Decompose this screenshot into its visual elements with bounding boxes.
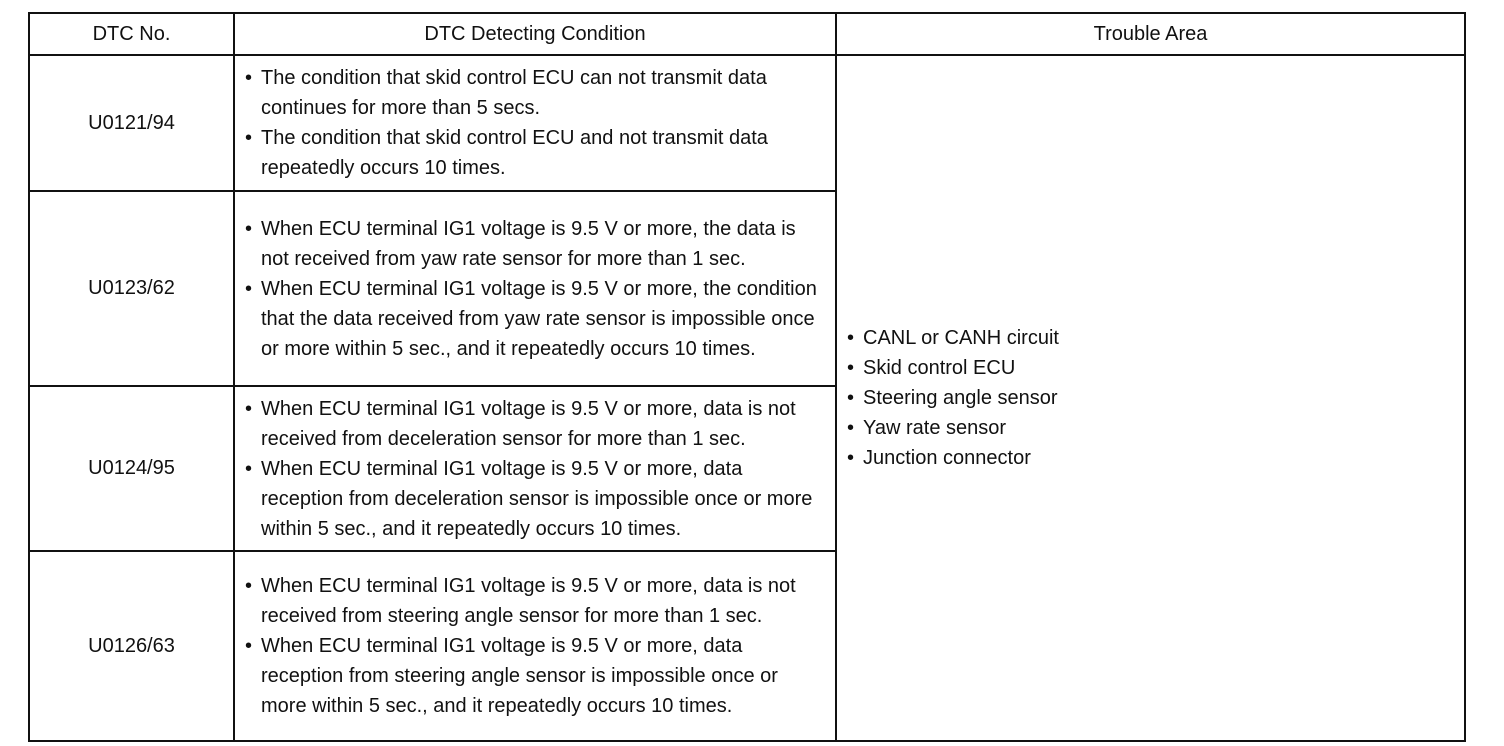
condition-item: • When ECU terminal IG1 voltage is 9.5 V or more, the data is not received from yaw rate sensor for more than 1 sec. (245, 214, 829, 274)
header-detecting-condition: DTC Detecting Condition (234, 13, 836, 55)
condition-item: • When ECU terminal IG1 voltage is 9.5 V or more, data is not received from deceleration sensor for more than 1 sec. (245, 394, 829, 454)
condition-item: • When ECU terminal IG1 voltage is 9.5 V or more, the condition that the data received from yaw rate sensor is impossible once or more within 5 sec., and it repeatedly occurs 10 times. (245, 274, 829, 364)
condition-item: • When ECU terminal IG1 voltage is 9.5 V or more, data is not received from steering angle sensor for more than 1 sec. (245, 571, 829, 631)
detecting-condition (234, 551, 836, 741)
dtc-code: U0121/94 (29, 55, 234, 191)
trouble-area-item: • CANL or CANH circuit (847, 323, 1458, 353)
header-trouble-area: Trouble Area (836, 13, 1465, 55)
dtc-code: U0123/62 (29, 191, 234, 386)
detecting-condition (234, 191, 836, 386)
detecting-condition (234, 55, 836, 191)
dtc-code: U0124/95 (29, 386, 234, 551)
trouble-area-cell (836, 55, 1465, 741)
trouble-area-item: • Steering angle sensor (847, 383, 1458, 413)
table-row (29, 55, 1465, 191)
dtc-table (28, 12, 1466, 742)
condition-item: • When ECU terminal IG1 voltage is 9.5 V or more, data reception from deceleration sensor is impossible once or more within 5 sec., and it repeatedly occurs 10 times. (245, 454, 829, 544)
trouble-area-item: • Junction connector (847, 443, 1458, 473)
condition-item: • The condition that skid control ECU and not transmit data repeatedly occurs 10 times. (245, 123, 829, 183)
condition-item: • When ECU terminal IG1 voltage is 9.5 V or more, data reception from steering angle sensor is impossible once or more within 5 sec., and it repeatedly occurs 10 times. (245, 631, 829, 721)
condition-item: • The condition that skid control ECU can not transmit data continues for more than 5 secs. (245, 63, 829, 123)
trouble-area-item: • Skid control ECU (847, 353, 1458, 383)
header-dtc-no: DTC No. (29, 13, 234, 55)
detecting-condition (234, 386, 836, 551)
trouble-area-item: • Yaw rate sensor (847, 413, 1458, 443)
header-row (29, 13, 1465, 55)
dtc-code: U0126/63 (29, 551, 234, 741)
